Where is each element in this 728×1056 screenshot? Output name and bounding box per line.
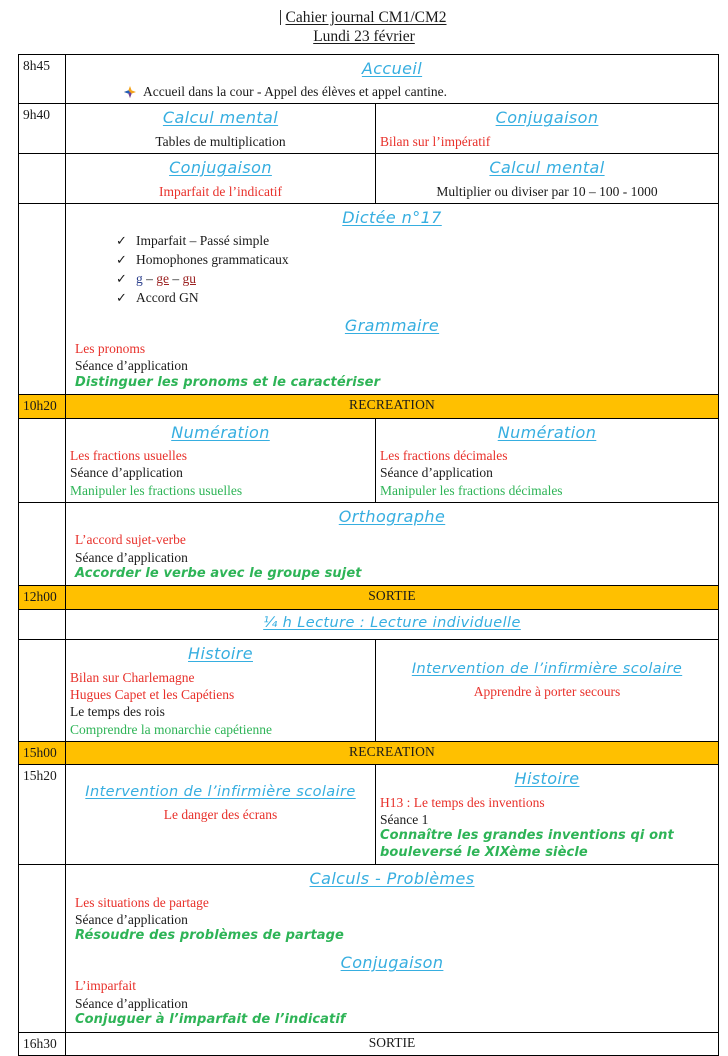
dictee-sep-2: – [169, 271, 183, 287]
orthographe-seance: Séance d’application [75, 549, 188, 565]
detail-imparfait-indicatif: Imparfait de l’indicatif [159, 183, 282, 199]
time-cell-blank-5 [19, 609, 66, 640]
table-row-sortie-fin [19, 1032, 719, 1055]
dictee-item-2: Homophones grammaticaux [136, 252, 289, 268]
dictee-item-1: Imparfait – Passé simple [136, 233, 270, 249]
histoire-2-topic: H13 : Le temps des inventions [380, 794, 545, 810]
accueil-detail-row [70, 83, 714, 100]
time-cell-blank-2 [19, 203, 66, 394]
table-row-recreation-2 [19, 741, 719, 764]
cell-numeration-left [66, 418, 376, 502]
time-cell-0845: 8h45 [19, 54, 66, 104]
detail-tables-multiplication: Tables de multiplication [155, 133, 286, 149]
subject-heading-orthographe: Orthographe [338, 506, 446, 526]
histoire-2-seance: Séance 1 [380, 811, 429, 827]
dictee-sound-g: g [136, 271, 143, 287]
histoire-topic-2: Hugues Capet et les Capétiens [70, 687, 235, 702]
subject-heading-numeration-right: Numération [497, 422, 597, 442]
detail-multiplier-diviser: Multiplier ou diviser par 10 – 100 - 1000 [436, 183, 658, 199]
subject-heading-infirmiere-2: Intervention de l’infirmière scolaire [85, 784, 356, 801]
table-row-histoire [19, 640, 719, 742]
orthographe-objectif: Accorder le verbe avec le groupe sujet [75, 565, 362, 581]
accueil-description: Accueil dans la cour - Appel des élèves et appel cantine. [143, 84, 448, 100]
histoire-objectif: Comprendre la monarchie capétienne [70, 721, 273, 737]
page-subtitle-date: Lundi 23 février [313, 27, 415, 45]
banner-recreation-2: RECREATION [66, 741, 719, 764]
calculs-objectif: Résoudre des problèmes de partage [75, 928, 344, 944]
table-row-accueil [19, 54, 719, 104]
title-line-1-wrap [0, 9, 728, 28]
subject-heading-calcul-mental: Calcul mental [162, 108, 279, 128]
time-cell-1020: 10h20 [19, 395, 66, 418]
banner-sortie-midi: SORTIE [66, 586, 719, 609]
dictee-check-list [70, 232, 714, 306]
page-title: Cahier journal CM1/CM2 [281, 9, 446, 27]
cell-swap-left [66, 154, 376, 204]
check-icon: ✓ [116, 233, 127, 249]
histoire-temps-des-rois: Le temps des rois [70, 704, 165, 720]
cell-0940-right [376, 104, 719, 154]
dictee-sep-1: – [142, 271, 157, 287]
time-cell-blank-3 [19, 418, 66, 502]
time-cell-blank-4 [19, 502, 66, 586]
check-icon: ✓ [116, 289, 127, 305]
table-row-0940 [19, 104, 719, 154]
subject-heading-histoire-2: Histoire [514, 769, 580, 789]
document-header [0, 0, 728, 47]
lecture-individuelle-text: ¼ h Lecture : Lecture individuelle [263, 614, 521, 631]
cell-1520-left [66, 765, 376, 865]
subject-heading-dictee: Dictée n°17 [342, 207, 442, 227]
histoire-2-objectif-line-1: Connaître les grandes inventions qi ont [380, 828, 674, 844]
calculs-seance: Séance d’application [75, 912, 188, 928]
list-item [116, 270, 714, 288]
infirmiere-detail: Apprendre à porter secours [473, 683, 621, 699]
numeration-right-objectif: Manipuler les fractions décimales [380, 482, 563, 498]
cell-orthographe [66, 502, 719, 586]
numeration-right-seance: Séance d’application [380, 465, 493, 481]
table-row-dictee-grammaire [19, 203, 719, 394]
numeration-left-topic: Les fractions usuelles [70, 448, 187, 464]
cell-1520-right [376, 765, 719, 865]
schedule-table [18, 54, 719, 1056]
cell-infirmiere-right [376, 640, 719, 742]
conjugaison-objectif: Conjuguer à l’imparfait de l’indicatif [75, 1011, 346, 1027]
dictee-item-4: Accord GN [136, 289, 199, 305]
cell-histoire-left [66, 640, 376, 742]
banner-recreation-1: RECREATION [66, 395, 719, 418]
subject-heading-calcul-mental-2: Calcul mental [489, 158, 605, 178]
cell-swap-right [376, 154, 719, 204]
subject-heading-grammaire: Grammaire [344, 315, 440, 335]
time-cell-1500: 15h00 [19, 741, 66, 764]
histoire-topic-1: Bilan sur Charlemagne [70, 669, 195, 685]
check-icon: ✓ [116, 252, 127, 268]
table-row-sortie-midi [19, 586, 719, 609]
calculs-topic: Les situations de partage [75, 894, 209, 910]
grammaire-seance: Séance d’application [75, 358, 188, 374]
title-line-2-wrap [0, 28, 728, 47]
cell-numeration-right [376, 418, 719, 502]
accueil-cell [66, 54, 719, 104]
check-icon: ✓ [116, 271, 127, 287]
time-cell-blank-6 [19, 640, 66, 742]
grammaire-objectif: Distinguer les pronoms et le caractériser [75, 374, 381, 390]
time-cell-0940: 9h40 [19, 104, 66, 154]
subject-heading-conjugaison: Conjugaison [495, 108, 599, 128]
cell-calculs-conjugaison [66, 865, 719, 1032]
table-row-swap [19, 154, 719, 204]
orthographe-topic: L’accord sujet-verbe [75, 532, 186, 548]
table-row-orthographe [19, 502, 719, 586]
table-row-lecture [19, 609, 719, 640]
time-cell-blank-7 [19, 865, 66, 1032]
subject-heading-infirmiere: Intervention de l’infirmière scolaire [411, 661, 683, 678]
dictee-sound-ge: ge [156, 271, 169, 287]
histoire-2-objectif-line-2: bouleversé le XIXème siècle [380, 844, 588, 860]
cell-lecture [66, 609, 719, 640]
subject-heading-calculs-problemes: Calculs - Problèmes [309, 869, 475, 889]
table-row-calculs-conjugaison [19, 865, 719, 1032]
subject-heading-numeration-left: Numération [171, 422, 270, 442]
numeration-left-seance: Séance d’application [70, 465, 183, 481]
table-row-numeration [19, 418, 719, 502]
grammaire-topic: Les pronoms [75, 341, 146, 357]
subject-heading-conjugaison-3: Conjugaison [340, 952, 444, 972]
banner-sortie-fin: SORTIE [66, 1032, 719, 1055]
time-cell-blank-1 [19, 154, 66, 204]
subject-heading-accueil: Accueil [361, 58, 423, 78]
table-row-1520 [19, 765, 719, 865]
cell-0940-left [66, 104, 376, 154]
table-row-recreation-1 [19, 395, 719, 418]
subject-heading-histoire: Histoire [188, 644, 253, 664]
arrow-bullet-icon [124, 85, 136, 97]
subject-heading-conjugaison-2: Conjugaison [169, 158, 272, 178]
cell-dictee-grammaire [66, 203, 719, 394]
time-cell-1630: 16h30 [19, 1032, 66, 1055]
time-cell-1520: 15h20 [19, 765, 66, 865]
numeration-left-objectif: Manipuler les fractions usuelles [70, 482, 243, 498]
list-item [116, 232, 714, 250]
conjugaison-topic: L’imparfait [75, 978, 136, 994]
time-cell-1200: 12h00 [19, 586, 66, 609]
numeration-right-topic: Les fractions décimales [380, 448, 508, 464]
list-item [116, 251, 714, 269]
conjugaison-seance: Séance d’application [75, 995, 188, 1011]
dictee-sound-gu: gu [182, 271, 196, 287]
detail-bilan-imperatif: Bilan sur l’impératif [380, 133, 491, 149]
infirmiere-2-detail: Le danger des écrans [163, 806, 278, 822]
list-item [116, 289, 714, 307]
